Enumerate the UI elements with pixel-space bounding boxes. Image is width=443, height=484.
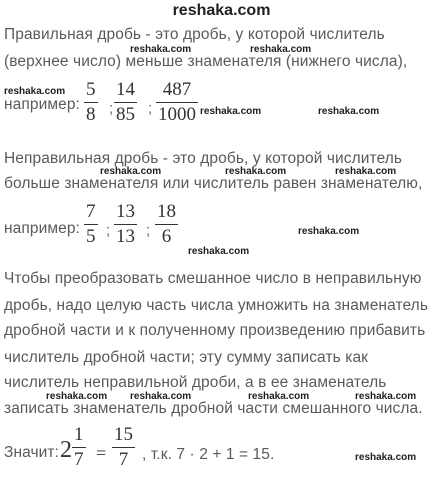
separator: ; (109, 100, 114, 117)
separator: ; (148, 100, 153, 117)
improper-example-label: например: (4, 220, 80, 237)
conversion-rule-line-5: числитель неправильной дроби, а в ее знаменатель (4, 374, 387, 391)
fraction-bar (84, 102, 98, 103)
watermark: reshaka.com (100, 166, 162, 177)
mixed-number-whole: 2 (60, 437, 72, 463)
watermark: reshaka.com (130, 391, 192, 402)
fraction-bar (84, 224, 98, 225)
denominator: 5 (86, 226, 96, 247)
proper-fraction-2 (114, 80, 137, 124)
fraction-bar (72, 447, 86, 448)
numerator: 487 (162, 79, 192, 100)
separator: ; (146, 222, 151, 239)
equals-sign: = (96, 443, 107, 463)
denominator: 7 (118, 449, 129, 470)
denominator: 8 (86, 104, 96, 125)
numerator: 5 (86, 79, 96, 100)
watermark: reshaka.com (225, 166, 287, 177)
fraction-bar (112, 447, 135, 448)
proper-fraction-3 (156, 80, 198, 124)
watermark: reshaka.com (248, 391, 310, 402)
site-title: reshaka.com (172, 2, 271, 19)
watermark: reshaka.com (200, 106, 262, 117)
watermark: reshaka.com (355, 452, 417, 463)
example-label: Значит: (4, 444, 60, 461)
denominator: 6 (161, 226, 172, 247)
numerator: 13 (116, 201, 135, 222)
watermark: reshaka.com (335, 166, 397, 177)
conversion-rule-line-4: числитель дробной части; эту сумму записать как (4, 349, 369, 366)
proper-definition-line-1: Правильная дробь - это дробь, у которой числитель (4, 26, 385, 43)
watermark: reshaka.com (250, 44, 312, 55)
proper-definition-line-2: (верхнее число) меньше знаменателя (нижнего числа), (4, 53, 408, 70)
denominator: 85 (116, 104, 135, 125)
denominator: 1000 (158, 104, 196, 125)
numerator: 15 (114, 424, 133, 445)
numerator: 1 (74, 424, 84, 445)
fraction-bar (155, 224, 178, 225)
example-explanation: , т.к. 7 · 2 + 1 = 15. (142, 446, 275, 463)
denominator: 7 (74, 449, 84, 470)
conversion-rule-line-2: дробь, надо целую часть числа умножить на знаменатель (4, 297, 429, 314)
fraction-bar (114, 102, 137, 103)
numerator: 7 (86, 201, 96, 222)
watermark: reshaka.com (46, 391, 108, 402)
improper-definition-line-1: Неправильная дробь - это дробь, у которой числитель (4, 150, 403, 167)
fraction-bar (156, 102, 198, 103)
proper-fraction-1 (84, 80, 98, 124)
numerator: 18 (157, 201, 176, 222)
improper-definition-line-2: больше знаменателя или числитель равен знаменателю, (4, 175, 423, 192)
watermark: reshaka.com (4, 86, 66, 97)
improper-fraction-2 (114, 202, 137, 246)
watermark: reshaka.com (355, 391, 417, 402)
separator: ; (106, 222, 111, 239)
watermark: reshaka.com (298, 226, 360, 237)
proper-example-label: например: (4, 96, 80, 113)
conversion-rule-line-1: Чтобы преобразовать смешанное число в неправильную (4, 270, 422, 287)
watermark: reshaka.com (188, 246, 250, 257)
mixed-number-fraction (72, 425, 86, 469)
improper-fraction-1 (84, 202, 98, 246)
result-fraction (112, 425, 135, 469)
watermark: reshaka.com (318, 106, 380, 117)
watermark: reshaka.com (130, 44, 192, 55)
conversion-rule-line-6: записать знаменатель дробной части смешанного числа. (4, 400, 423, 417)
denominator: 13 (116, 226, 135, 247)
numerator: 14 (116, 79, 135, 100)
conversion-rule-line-3: дробной части и к полученному произведению прибавить (4, 322, 426, 339)
fraction-bar (114, 224, 137, 225)
improper-fraction-3 (155, 202, 178, 246)
